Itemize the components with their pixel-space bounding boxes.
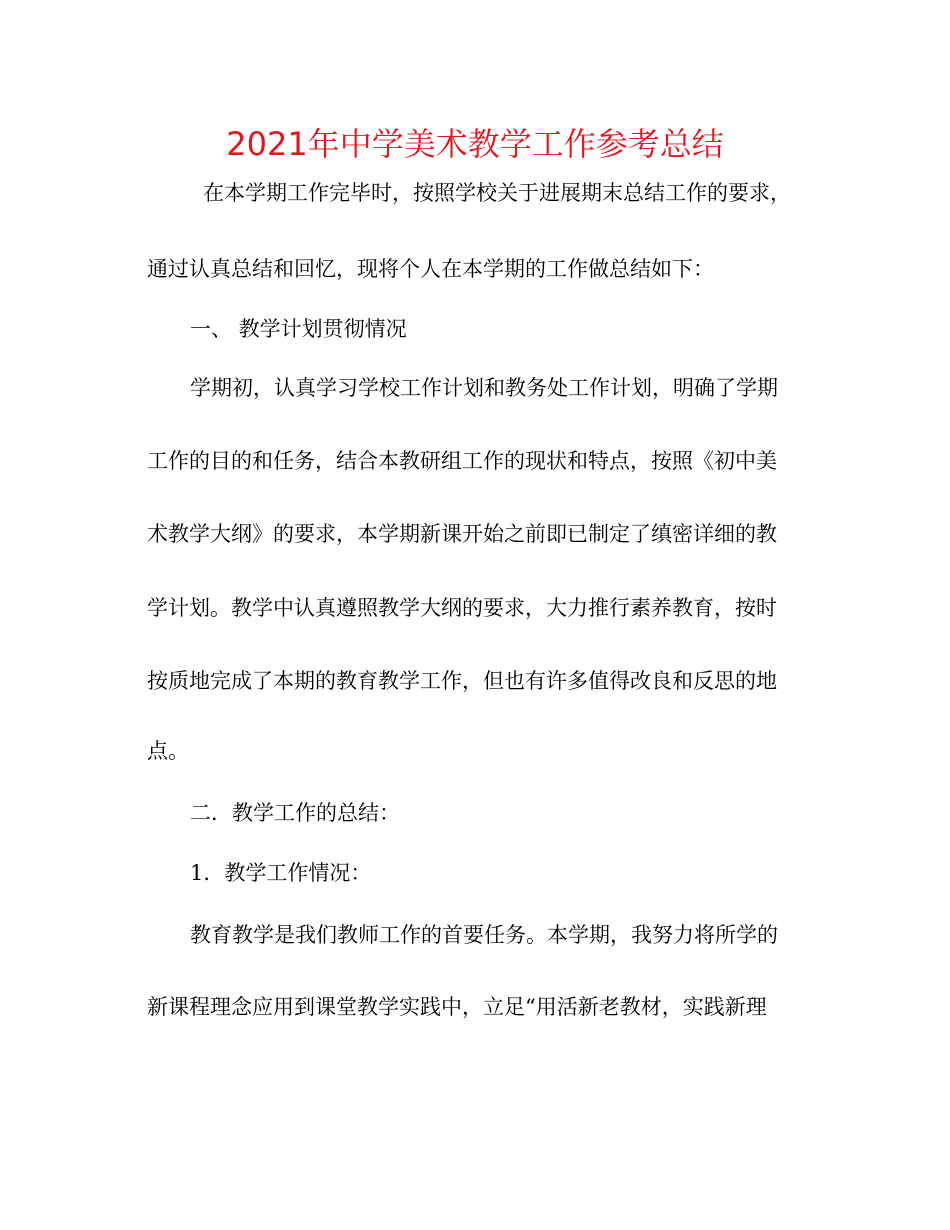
subsection-heading: 1．教学工作情况： — [190, 861, 372, 885]
paragraph-line: 教育教学是我们教师工作的首要任务。本学期，我努力将所学的 — [190, 923, 778, 947]
paragraph-line: 学计划。教学中认真遵照教学大纲的要求，大力推行素养教育，按时 — [147, 596, 777, 620]
paragraph-line: 新课程理念应用到课堂教学实践中，立足“用活新老教材，实践新理 — [147, 995, 767, 1019]
paragraph-line: 通过认真总结和回忆，现将个人在本学期的工作做总结如下： — [147, 257, 714, 281]
section-heading: 二．教学工作的总结： — [190, 801, 400, 825]
paragraph-line: 术教学大纲》的要求，本学期新课开始之前即已制定了缜密详细的教 — [147, 522, 777, 546]
paragraph-line: 工作的目的和任务，结合本教研组工作的现状和特点，按照《初中美 — [147, 449, 777, 473]
paragraph-line: 按质地完成了本期的教育教学工作，但也有许多值得改良和反思的地 — [147, 669, 777, 693]
paragraph-line: 在本学期工作完毕时，按照学校关于进展期末总结工作的要求， — [203, 181, 791, 205]
paragraph-line: 点。 — [147, 739, 189, 763]
document-title: 2021年中学美术教学工作参考总结 — [226, 125, 724, 163]
paragraph-line: 学期初，认真学习学校工作计划和教务处工作计划，明确了学期 — [190, 376, 778, 400]
section-heading: 一、 教学计划贯彻情况 — [190, 317, 407, 341]
